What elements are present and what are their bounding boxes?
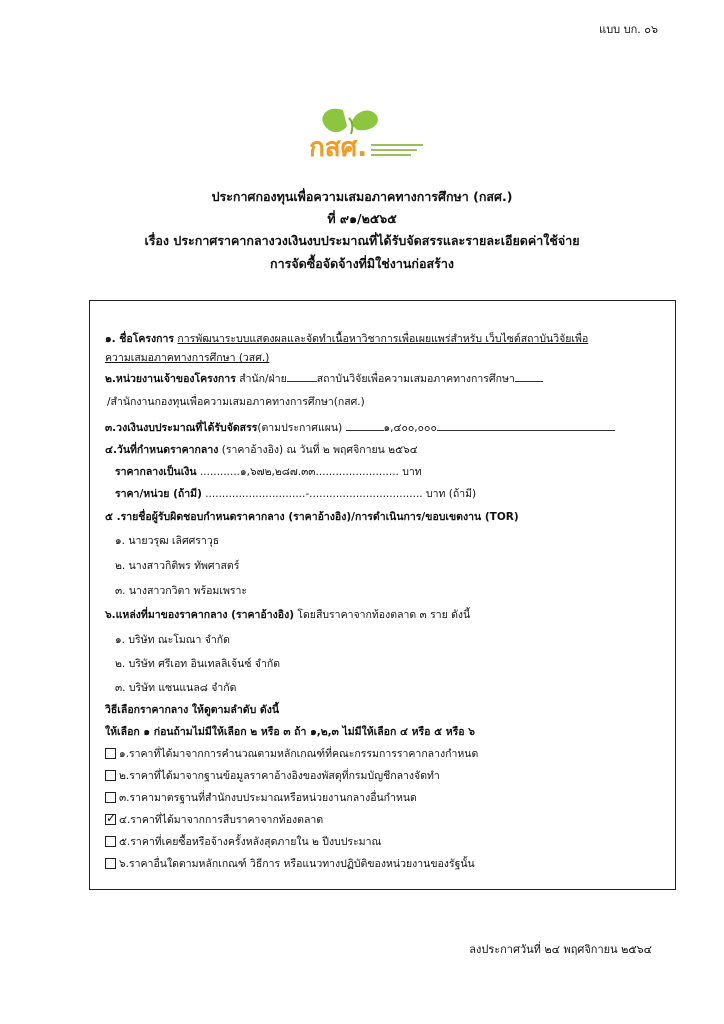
budget-row	[105, 420, 615, 436]
method-title: วิธีเลือกราคากลาง ให้ดูตามลำดับ ดังนี้	[105, 704, 280, 716]
source-company: ๒. บริษัท ศรีเอท อินเทลลิเจ้นซ์ จำกัด	[115, 658, 281, 670]
blank-line	[287, 371, 317, 382]
option-checkbox-5[interactable]	[105, 836, 116, 847]
agency-row	[105, 371, 543, 387]
median-price-value: ............๑,๖๗๒,๒๘๗.๓๓.........................	[199, 466, 399, 478]
option-text: ๑.ราคาที่ได้มาจากการคำนวณตามหลักเกณฑ์ที่คณะกรรมการราคากลางกำหนด	[119, 748, 479, 760]
source-company: ๓. บริษัท แซนแนล๘ จำกัด	[115, 682, 237, 694]
blank-line	[515, 371, 543, 382]
option-text: ๔.ราคาที่ได้มาจากการสืบราคาจากท้องตลาด	[119, 814, 324, 826]
sources-row	[105, 607, 470, 623]
option-row-6[interactable]	[105, 856, 475, 872]
unit-price-unit: บาท (ถ้ามี)	[425, 488, 477, 500]
butterfly-logo-icon	[305, 104, 429, 172]
median-price-unit: บาท	[402, 466, 422, 478]
agency-office: สถาบันวิจัยเพื่อความเสมอภาคทางการศึกษา	[316, 373, 515, 385]
median-price-row	[115, 464, 422, 480]
option-checkbox-4-checked[interactable]	[105, 814, 116, 825]
committee-label: ๕ .รายชื่อผู้รับผิดชอบกำหนดราคากลาง (ราคาอ้างอิง)/การดำเนินการ/ขอบเขตงาน (TOR)	[105, 511, 519, 523]
option-row-4[interactable]	[105, 812, 323, 828]
committee-member: ๑. นายวรุฒ เลิศศราวุธ	[115, 535, 220, 547]
source-company: ๑. บริษัท ณะโมณา จำกัด	[115, 634, 230, 646]
blank-line	[437, 420, 615, 431]
budget-note: (ตามประกาศแผน)	[257, 422, 343, 434]
agency-label: ๒.หน่วยงานเจ้าของโครงการ	[105, 373, 236, 385]
committee-member: ๓. นางสาวกวิตา พร้อมเพราะ	[115, 585, 248, 597]
option-row-1[interactable]	[105, 746, 478, 762]
median-price-label: ราคากลางเป็นเงิน	[115, 466, 197, 478]
option-text: ๖.ราคาอื่นใดตามหลักเกณฑ์ วิธีการ หรือแนวทางปฏิบัติของหน่วยงานของรัฐนั้น	[119, 858, 475, 870]
announce-date: ลงประกาศวันที่ ๒๔ พฤศจิกายน ๒๕๖๔	[469, 943, 652, 956]
title-line-3: เรื่อง ประกาศราคากลางวงเงินงบประมาณที่ได้รับจัดสรรและรายละเอียดค่าใช้จ่าย	[144, 233, 580, 248]
option-checkbox-2[interactable]	[105, 770, 116, 781]
budget-label: ๓.วงเงินงบประมาณที่ได้รับจัดสรร	[105, 422, 258, 434]
option-text: ๓.ราคามาตรฐานที่สำนักงบประมาณหรือหน่วยงานกลางอื่นกำหนด	[119, 792, 417, 804]
sources-text: โดยสืบราคาจากท้องตลาด ๓ ราย ดังนี้	[297, 609, 471, 621]
unit-price-label: ราคา/หน่วย (ถ้ามี)	[115, 488, 202, 500]
agency-office-prefix: สำนัก/ฝ่าย	[239, 373, 287, 385]
title-line-1: ประกาศกองทุนเพื่อความเสมอภาคทางการศึกษา (กสศ.)	[211, 189, 513, 204]
budget-value: ๑,๔๐๐,๐๐๐	[383, 422, 437, 434]
option-row-5[interactable]	[105, 834, 381, 850]
option-row-2[interactable]	[105, 768, 440, 784]
blank-line	[346, 420, 384, 431]
project-name-1: การพัฒนาระบบแสดงผลและจัดทำเนื้อหาวิชาการเพื่อเผยแพร่สำหรับ เว็บไซต์สถาบันวิจัยเพื่อ	[177, 333, 589, 345]
logo-text: กสศ.	[309, 133, 367, 163]
reference-date-text: (ราคาอ้างอิง) ณ วันที่ ๒ พฤศจิกายน ๒๕๖๔	[221, 444, 418, 456]
reference-date-label: ๔.วันที่กำหนดราคากลาง	[105, 444, 219, 456]
unit-price-row	[115, 486, 476, 502]
project-row-2	[105, 350, 269, 366]
title-line-2: ที่ ๙๑/๒๕๖๕	[327, 211, 397, 226]
project-label: ๑. ชื่อโครงการ	[105, 333, 175, 345]
method-rule: ให้เลือก ๑ ก่อนถ้ามไม่มีให้เลือก ๒ หรือ ๓ ถ้า ๑,๒,๓ ไม่มีให้เลือก ๔ หรือ ๕ หรือ ๖	[105, 726, 475, 738]
option-text: ๕.ราคาที่เคยซื้อหรือจ้างครั้งหลังสุดภายใน ๒ ปีงบประมาณ	[119, 836, 382, 848]
option-text: ๒.ราคาที่ได้มาจากฐานข้อมูลราคาอ้างอิงของพัสดุที่กรมบัญชีกลางจัดทำ	[119, 770, 440, 782]
option-row-3[interactable]	[105, 790, 417, 806]
reference-date-row	[105, 442, 418, 458]
option-checkbox-1[interactable]	[105, 748, 116, 759]
option-checkbox-3[interactable]	[105, 792, 116, 803]
sources-label: ๖.แหล่งที่มาของราคากลาง (ราคาอ้างอิง)	[105, 609, 294, 621]
project-row	[105, 331, 588, 347]
agency-line-2: /สำนักงานกองทุนเพื่อความเสมอภาคทางการศึกษา(กสศ.)	[107, 396, 365, 408]
eef-logo	[305, 104, 429, 172]
option-checkbox-6[interactable]	[105, 858, 116, 869]
committee-member: ๒. นางสาวกิติพร ทัพศาสตร์	[115, 560, 240, 572]
unit-price-value: ..............................-..................................	[205, 488, 423, 500]
title-line-4: การจัดซื้อจัดจ้างที่มิใช่งานก่อสร้าง	[270, 256, 454, 271]
form-code: แบบ บก. ๐๖	[599, 23, 658, 36]
project-name-2: ความเสมอภาคทางการศึกษา (วสศ.)	[105, 352, 270, 364]
